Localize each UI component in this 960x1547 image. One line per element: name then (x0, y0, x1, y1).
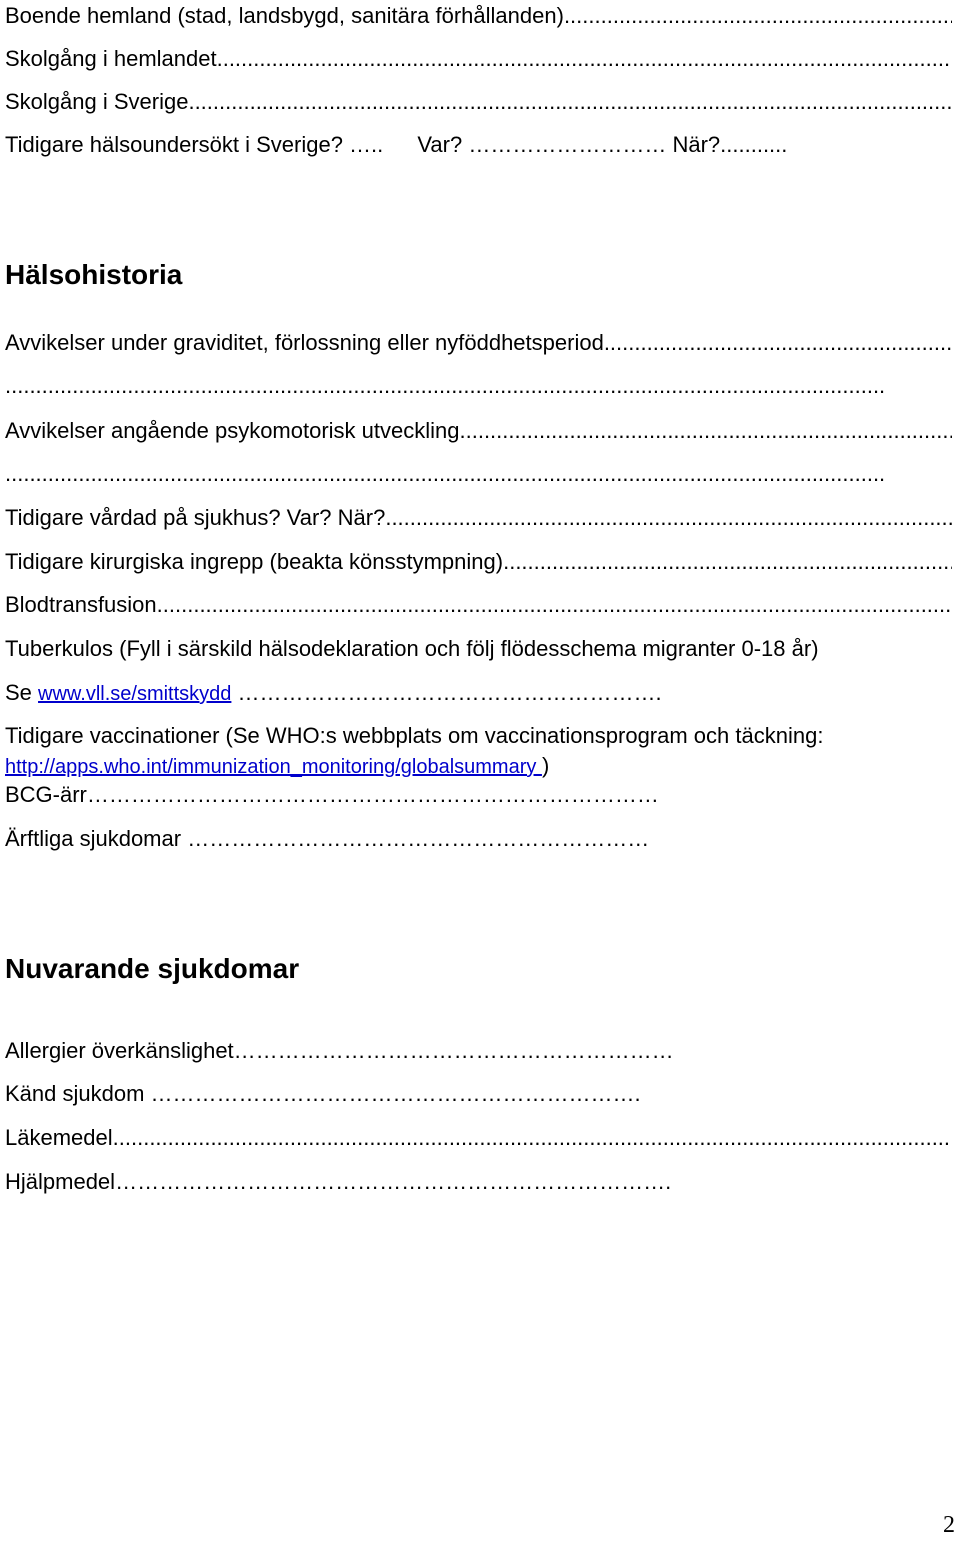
dot-leader: …………………………………………………………………. (115, 1169, 672, 1194)
aids-label: Hjälpmedel (5, 1169, 116, 1194)
dot-leader (157, 592, 952, 618)
see-label: Se (5, 680, 39, 705)
school-home-label: Skolgång i hemlandet (5, 46, 217, 71)
dot-leader: …………………………………………………. (231, 680, 662, 705)
dot-leader (503, 549, 952, 575)
school-sweden-label: Skolgång i Sverige (5, 89, 189, 114)
previous-exam-label: Tidigare hälsoundersökt i Sverige? (5, 132, 343, 157)
vaccinations-close: ) (541, 753, 550, 778)
surgery-label: Tidigare kirurgiska ingrepp (beakta könsstympning) (5, 549, 504, 574)
field-hospital (5, 505, 952, 531)
dot-leader (604, 330, 952, 356)
dot-leader (113, 1125, 952, 1151)
field-pregnancy-cont (5, 373, 952, 399)
dot-leader: …………………………………………………………. (144, 1081, 641, 1106)
section-heading-current-diseases: Nuvarande sjukdomar (5, 953, 300, 984)
field-hereditary (5, 826, 649, 852)
dot-leader: ……………………… (462, 132, 673, 157)
transfusion-label: Blodtransfusion (5, 592, 157, 617)
allergies-label: Allergier överkänslighet (5, 1038, 234, 1063)
field-aids (5, 1169, 671, 1195)
field-psychomotor (5, 418, 952, 444)
pregnancy-label: Avvikelser under graviditet, förlossning eller nyföddhetsperiod (5, 330, 604, 355)
field-surgery (5, 549, 952, 575)
field-bcg (5, 782, 659, 808)
nar-label: När?........... (672, 132, 788, 157)
who-link[interactable]: http://apps.who.int/immunization_monitoring/globalsummary (5, 756, 542, 778)
dot-leader (385, 505, 952, 531)
known-disease-label: Känd sjukdom (5, 1081, 145, 1106)
dot-leader (460, 418, 953, 444)
hospital-label: Tidigare vårdad på sjukhus? Var? När? (5, 505, 386, 530)
tuberculosis-label: Tuberkulos (Fyll i särskild hälsodeklaration och följ flödesschema migranter 0-18 år) (5, 636, 819, 661)
field-medication (5, 1125, 952, 1151)
section-heading-health-history: Hälsohistoria (5, 259, 183, 290)
field-transfusion (5, 592, 952, 618)
psychomotor-label: Avvikelser angående psykomotorisk utveckling (5, 418, 460, 443)
field-psychomotor-cont (5, 461, 952, 487)
dot-leader (5, 373, 952, 399)
vaccinations-label: Tidigare vaccinationer (Se WHO:s webbplats om vaccinationsprogram och täckning: (5, 723, 824, 748)
field-school-home (5, 46, 952, 72)
dot-leader: …………………………………………………………………… (86, 782, 659, 807)
field-known-disease (5, 1081, 641, 1107)
field-vaccinations-link (5, 753, 549, 780)
dot-leader (564, 3, 952, 29)
dot-leader (217, 46, 952, 72)
field-tuberculosis-link (5, 680, 662, 707)
medication-label: Läkemedel (5, 1125, 113, 1150)
field-tuberculosis (5, 636, 819, 662)
field-vaccinations (5, 723, 823, 749)
dot-leader: …………………………………………………… (233, 1038, 674, 1063)
bcg-label: BCG-ärr (5, 782, 87, 807)
dot-leader (5, 461, 952, 487)
field-school-sweden (5, 89, 952, 115)
var-label: Var? (417, 132, 463, 157)
hometown-label: Boende hemland (stad, landsbygd, sanitära förhållanden) (5, 3, 564, 28)
field-pregnancy (5, 330, 952, 356)
dot-leader (188, 89, 952, 115)
dot-leader: ….. (342, 132, 390, 157)
dot-leader: ……………………………………………………… (181, 826, 650, 851)
hereditary-label: Ärftliga sjukdomar (5, 826, 182, 851)
field-hometown (5, 3, 952, 29)
page-number: 2 (943, 1512, 955, 1538)
smittskydd-link[interactable]: www.vll.se/smittskydd (38, 683, 232, 705)
field-previous-exam (5, 132, 787, 158)
field-allergies (5, 1038, 674, 1064)
